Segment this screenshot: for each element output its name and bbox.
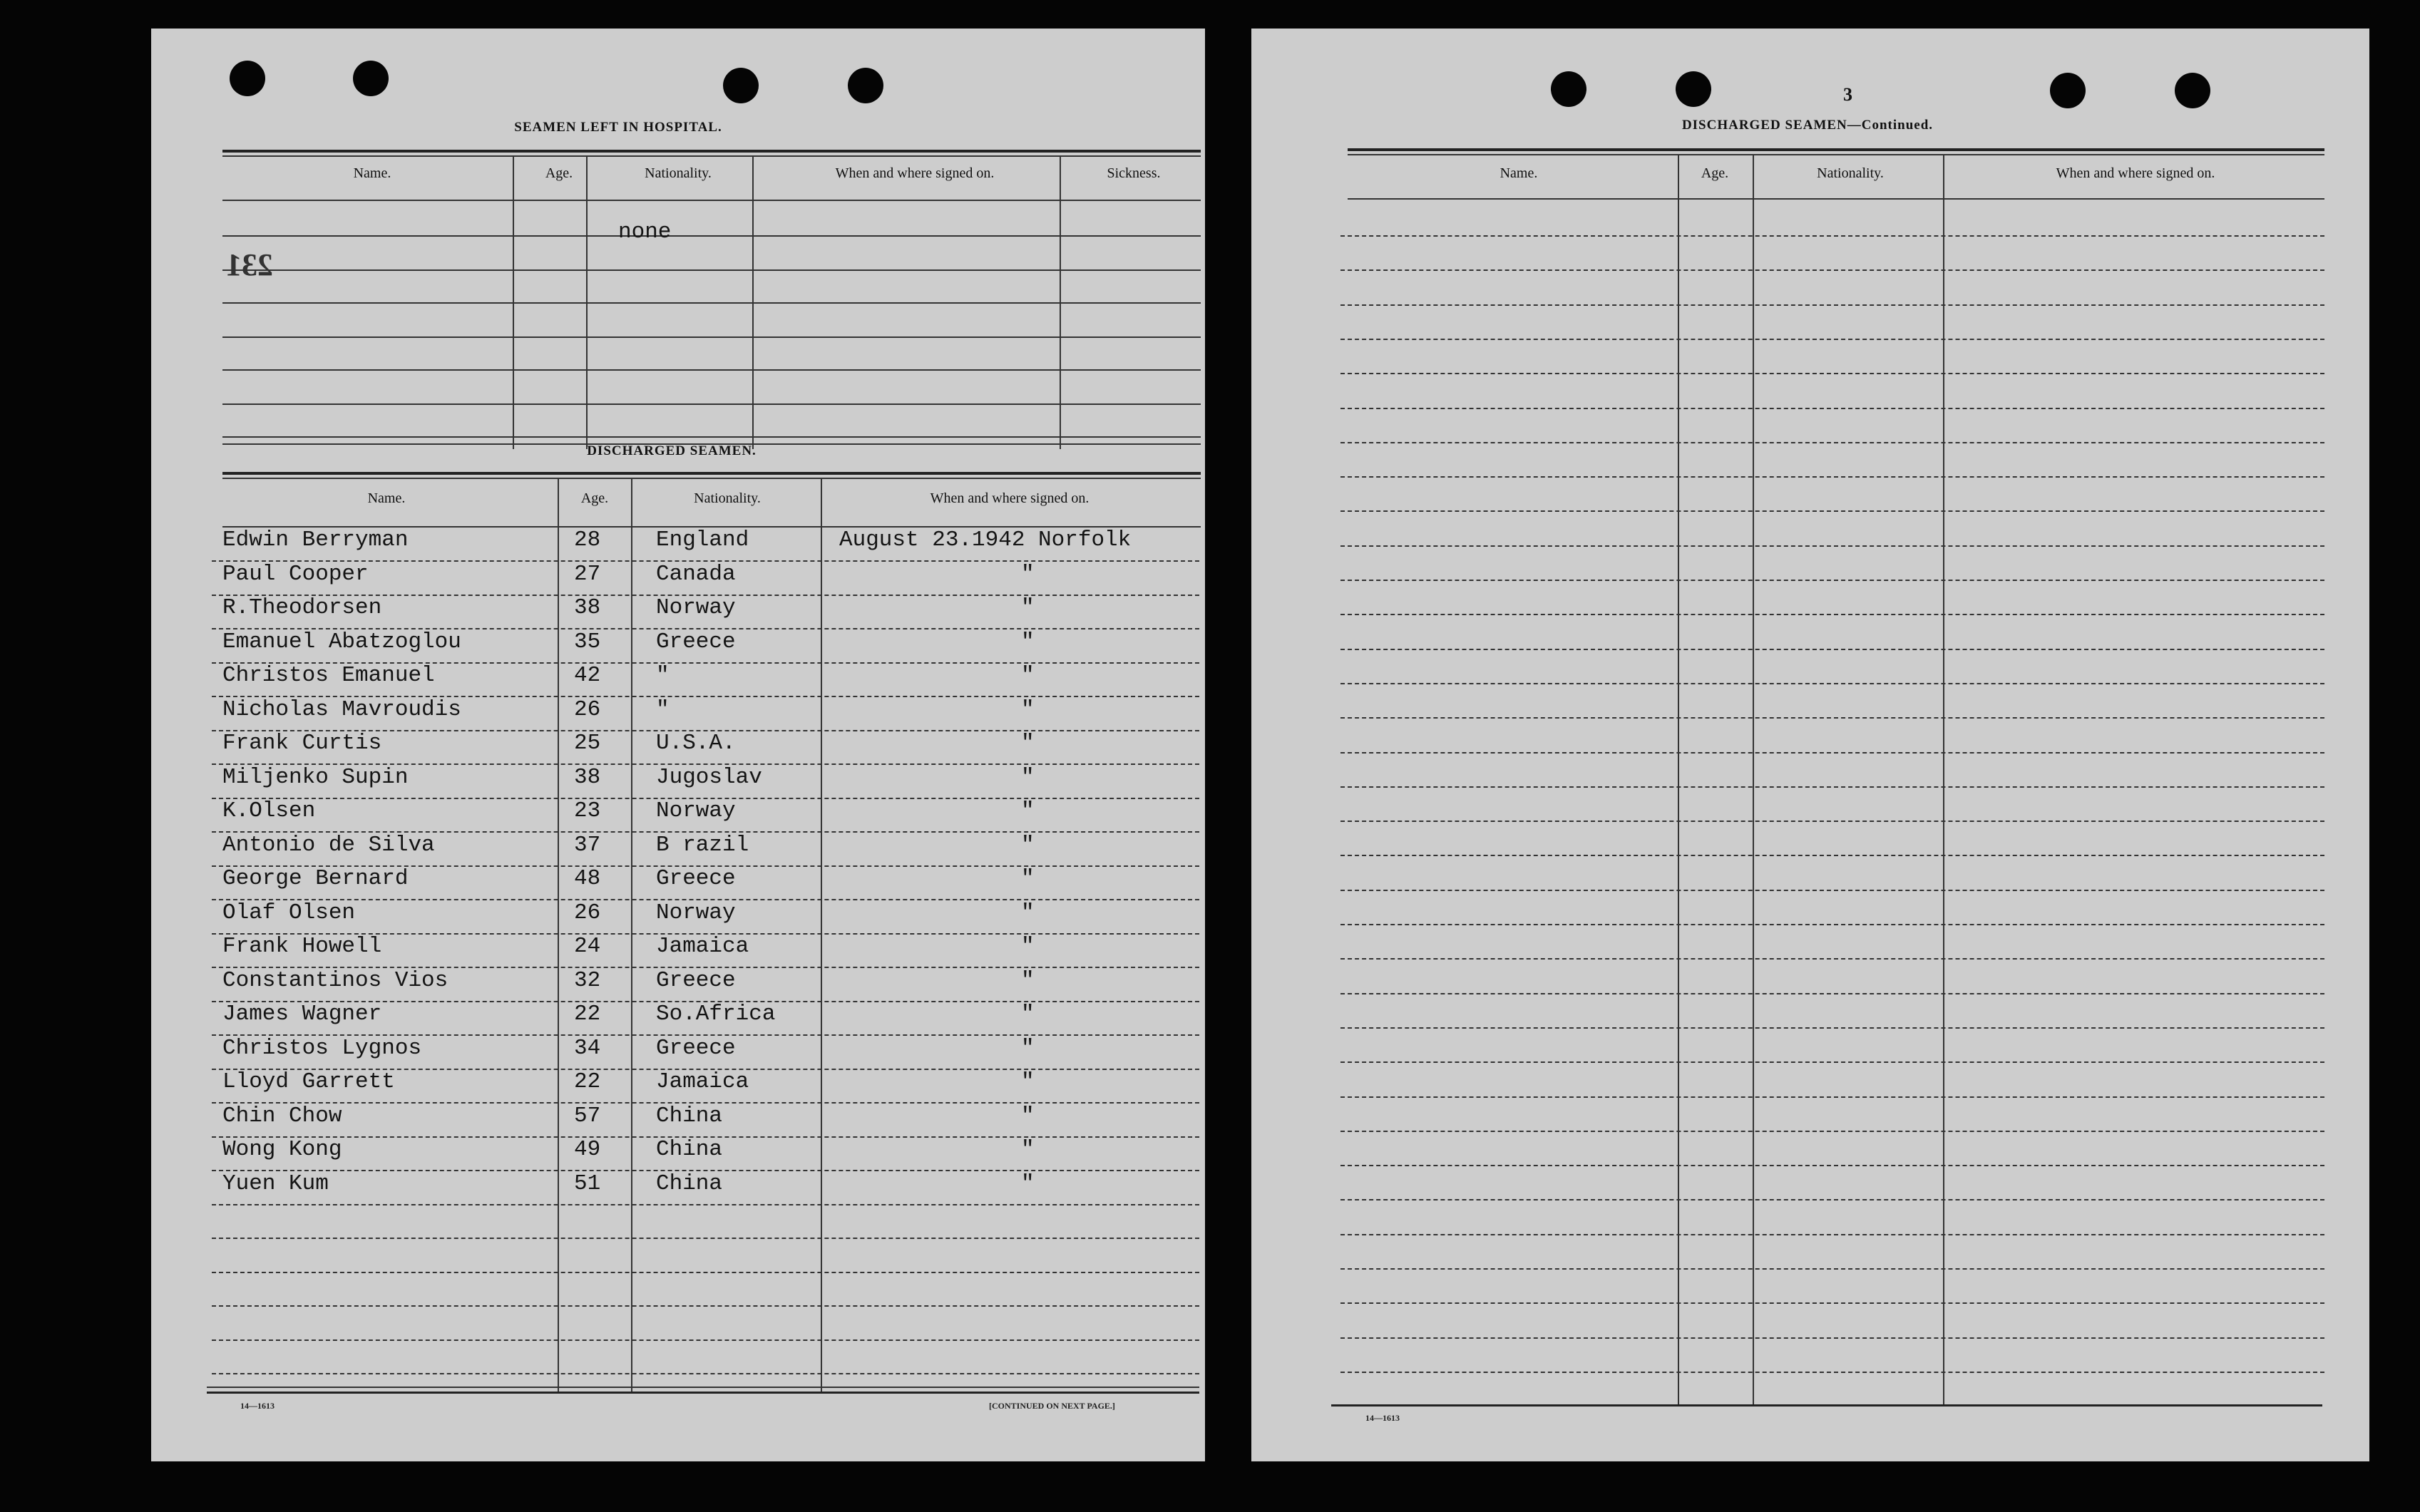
discharged-signed: "	[1021, 1069, 1035, 1094]
discharged-nationality: Greece	[656, 967, 736, 993]
discharged-nationality: China	[656, 1171, 723, 1196]
discharged-name: Olaf Olsen	[222, 900, 356, 925]
punch-hole	[2175, 73, 2210, 108]
discharged-signed: "	[1021, 832, 1035, 858]
discharged-age: 26	[574, 900, 601, 925]
row-line	[1340, 683, 2324, 684]
row-line	[1340, 649, 2324, 650]
discharged-col-signed: When and where signed on.	[930, 490, 1089, 506]
row-line	[1340, 1234, 2324, 1235]
hospital-col-signed: When and where signed on.	[835, 165, 995, 181]
discharged-age: 49	[574, 1137, 601, 1162]
discharged-signed: "	[1021, 1035, 1035, 1061]
discharged-signed: "	[1021, 629, 1035, 654]
discharged-name: George Bernard	[222, 866, 409, 891]
discharged-nationality: So.Africa	[656, 1002, 776, 1027]
discharged-nationality: Jamaica	[656, 934, 749, 959]
discharged-name: Wong Kong	[222, 1137, 342, 1162]
discharged-signed: "	[1021, 696, 1035, 722]
row-line	[1340, 545, 2324, 547]
row-line	[212, 1204, 1199, 1205]
row-line	[212, 933, 1199, 935]
discharged-col-name: Name.	[367, 490, 406, 506]
rule	[222, 472, 1201, 475]
rule	[207, 1392, 1199, 1394]
rule	[1331, 1404, 2322, 1406]
discharged-name: Antonio de Silva	[222, 832, 435, 858]
discharged-age: 34	[574, 1035, 601, 1061]
row-line	[1340, 1165, 2324, 1166]
row-line	[1340, 614, 2324, 615]
discharged-signed: "	[1021, 934, 1035, 959]
rule	[222, 200, 1201, 201]
discharged-age: 42	[574, 663, 601, 688]
hospital-note: none	[618, 220, 672, 245]
discharged-name: Christos Lygnos	[222, 1035, 422, 1061]
row-line	[212, 1136, 1199, 1138]
row-line	[1340, 717, 2324, 719]
row-line	[1340, 821, 2324, 822]
row-line	[222, 369, 1201, 371]
discharged-name: Frank Howell	[222, 934, 382, 959]
discharged-nationality: "	[656, 663, 670, 688]
form-number-right: 14—1613	[1365, 1413, 1400, 1423]
discharged-age: 57	[574, 1103, 601, 1128]
row-line	[1340, 1096, 2324, 1098]
row-line	[212, 763, 1199, 765]
row-line	[212, 1069, 1199, 1070]
continued-title: DISCHARGED SEAMEN—Continued.	[1681, 118, 1934, 133]
discharged-nationality: B razil	[656, 832, 749, 858]
row-line	[1340, 855, 2324, 856]
discharged-signed: "	[1021, 595, 1035, 620]
hospital-col-age: Age.	[545, 165, 573, 181]
discharged-signed: "	[1021, 900, 1035, 925]
discharged-age: 23	[574, 798, 601, 823]
discharged-nationality: Norway	[656, 798, 736, 823]
row-line	[1340, 1337, 2324, 1339]
row-line	[1340, 304, 2324, 306]
discharged-nationality: "	[656, 696, 670, 722]
row-line	[1340, 1268, 2324, 1270]
row-line	[1340, 1061, 2324, 1063]
row-line	[212, 628, 1199, 629]
form-number: 14—1613	[240, 1401, 275, 1411]
discharged-age: 24	[574, 934, 601, 959]
discharged-nationality: China	[656, 1103, 723, 1128]
discharged-name: Lloyd Garrett	[222, 1069, 395, 1094]
page-number: 3	[1843, 84, 1852, 105]
discharged-nationality: Jamaica	[656, 1069, 749, 1094]
discharged-name: Chin Chow	[222, 1103, 342, 1128]
discharged-signed: "	[1021, 1103, 1035, 1128]
row-line	[212, 1170, 1199, 1171]
discharged-age: 48	[574, 866, 601, 891]
discharged-name: Yuen Kum	[222, 1171, 329, 1196]
row-line	[222, 436, 1201, 438]
discharged-name: R.Theodorsen	[222, 595, 382, 620]
row-line	[212, 1238, 1199, 1239]
discharged-nationality: Norway	[656, 900, 736, 925]
row-line	[212, 798, 1199, 799]
row-line	[212, 560, 1199, 562]
row-line	[212, 1339, 1199, 1341]
rule	[222, 150, 1201, 153]
discharged-age: 38	[574, 595, 601, 620]
hospital-col-nationality: Nationality.	[645, 165, 712, 181]
rule	[1348, 148, 2324, 151]
row-line	[222, 235, 1201, 237]
discharged-signed: "	[1021, 561, 1035, 587]
right-page	[1251, 29, 2369, 1461]
discharged-age: 27	[574, 561, 601, 587]
right-col-signed: When and where signed on.	[2056, 165, 2215, 181]
row-line	[1340, 373, 2324, 374]
punch-hole	[1676, 71, 1711, 107]
discharged-signed: "	[1021, 866, 1035, 891]
row-line	[212, 1001, 1199, 1002]
discharged-age: 35	[574, 629, 601, 654]
discharged-signed: "	[1021, 663, 1035, 688]
stamp-number: 231	[226, 247, 273, 282]
discharged-nationality: Greece	[656, 866, 736, 891]
row-line	[1340, 1302, 2324, 1304]
col-divider	[1678, 155, 1679, 1406]
row-line	[212, 1305, 1199, 1307]
col-divider	[1943, 155, 1944, 1406]
discharged-signed: "	[1021, 764, 1035, 790]
discharged-signed: "	[1021, 731, 1035, 756]
row-line	[1340, 510, 2324, 512]
row-line	[222, 336, 1201, 338]
row-line	[1340, 235, 2324, 237]
row-line	[212, 595, 1199, 596]
right-col-name: Name.	[1499, 165, 1538, 181]
row-line	[212, 1272, 1199, 1273]
row-line	[1340, 924, 2324, 925]
row-line	[1340, 1131, 2324, 1132]
punch-hole	[848, 68, 883, 103]
discharged-nationality: England	[656, 528, 749, 552]
discharged-nationality: Greece	[656, 1035, 736, 1061]
discharged-nationality: China	[656, 1137, 723, 1162]
discharged-age: 25	[574, 731, 601, 756]
row-line	[212, 1373, 1199, 1374]
row-line	[212, 1102, 1199, 1104]
row-line	[1340, 1372, 2324, 1373]
discharged-age: 22	[574, 1069, 601, 1094]
discharged-signed: "	[1021, 1137, 1035, 1162]
left-page	[151, 29, 1205, 1461]
row-line	[1340, 890, 2324, 891]
row-line	[1340, 580, 2324, 581]
row-line	[1340, 1027, 2324, 1029]
punch-hole	[1551, 71, 1586, 107]
hospital-col-name: Name.	[353, 165, 391, 181]
row-line	[1340, 993, 2324, 994]
discharged-name: Constantinos Vios	[222, 967, 448, 993]
discharged-age: 22	[574, 1002, 601, 1027]
col-divider	[558, 479, 559, 1392]
row-line	[1340, 786, 2324, 788]
row-line	[1340, 1199, 2324, 1200]
right-col-age: Age.	[1701, 165, 1729, 181]
discharged-signed: "	[1021, 1171, 1035, 1196]
col-divider	[631, 479, 632, 1392]
row-line	[212, 730, 1199, 731]
row-line	[212, 662, 1199, 664]
discharged-signed: "	[1021, 1002, 1035, 1027]
discharged-name: Frank Curtis	[222, 731, 382, 756]
discharged-name: Christos Emanuel	[222, 663, 435, 688]
discharged-nationality: Jugoslav	[656, 764, 762, 790]
discharged-age: 26	[574, 696, 601, 722]
discharged-col-age: Age.	[580, 490, 609, 506]
punch-hole	[2050, 73, 2086, 108]
row-line	[1340, 339, 2324, 340]
row-line	[1340, 958, 2324, 960]
discharged-age: 51	[574, 1171, 601, 1196]
rule	[222, 478, 1201, 479]
row-line	[1340, 408, 2324, 409]
discharged-name: Nicholas Mavroudis	[222, 696, 461, 722]
discharged-nationality: U.S.A.	[656, 731, 736, 756]
col-divider	[821, 479, 822, 1392]
row-line	[1340, 442, 2324, 443]
continued-note: [CONTINUED ON NEXT PAGE.]	[989, 1401, 1115, 1411]
discharged-signed: "	[1021, 798, 1035, 823]
discharged-name: Emanuel Abatzoglou	[222, 629, 461, 654]
row-line	[1340, 269, 2324, 271]
discharged-name: Miljenko Supin	[222, 764, 409, 790]
row-line	[212, 831, 1199, 833]
row-line	[222, 403, 1201, 405]
rule	[222, 155, 1201, 157]
row-line	[212, 899, 1199, 900]
row-line	[222, 302, 1201, 304]
discharged-age: 37	[574, 832, 601, 858]
discharged-signed: August 23.1942 Norfolk	[839, 528, 1132, 552]
discharged-title: DISCHARGED SEAMEN.	[587, 443, 757, 458]
rule	[1348, 198, 2324, 200]
row-line	[1340, 476, 2324, 478]
hospital-col-sickness: Sickness.	[1107, 165, 1161, 181]
discharged-nationality: Greece	[656, 629, 736, 654]
discharged-name: Paul Cooper	[222, 561, 369, 587]
discharged-name: James Wagner	[222, 1002, 382, 1027]
discharged-age: 28	[574, 528, 601, 552]
col-divider	[1753, 155, 1754, 1406]
rule	[207, 1387, 1199, 1388]
punch-hole	[353, 61, 389, 96]
discharged-name: K.Olsen	[222, 798, 316, 823]
right-col-nationality: Nationality.	[1817, 165, 1884, 181]
discharged-age: 38	[574, 764, 601, 790]
rule	[1348, 154, 2324, 155]
row-line	[212, 696, 1199, 697]
discharged-col-nationality: Nationality.	[694, 490, 761, 506]
row-line	[1340, 752, 2324, 754]
row-line	[222, 269, 1201, 271]
discharged-signed: "	[1021, 967, 1035, 993]
punch-hole	[723, 68, 759, 103]
discharged-nationality: Norway	[656, 595, 736, 620]
discharged-age: 32	[574, 967, 601, 993]
row-line	[212, 1034, 1199, 1036]
row-line	[212, 967, 1199, 968]
hospital-title: SEAMEN LEFT IN HOSPITAL.	[514, 120, 722, 135]
row-line	[212, 865, 1199, 867]
discharged-name: Edwin Berryman	[222, 528, 409, 552]
punch-hole	[230, 61, 265, 96]
discharged-nationality: Canada	[656, 561, 736, 587]
